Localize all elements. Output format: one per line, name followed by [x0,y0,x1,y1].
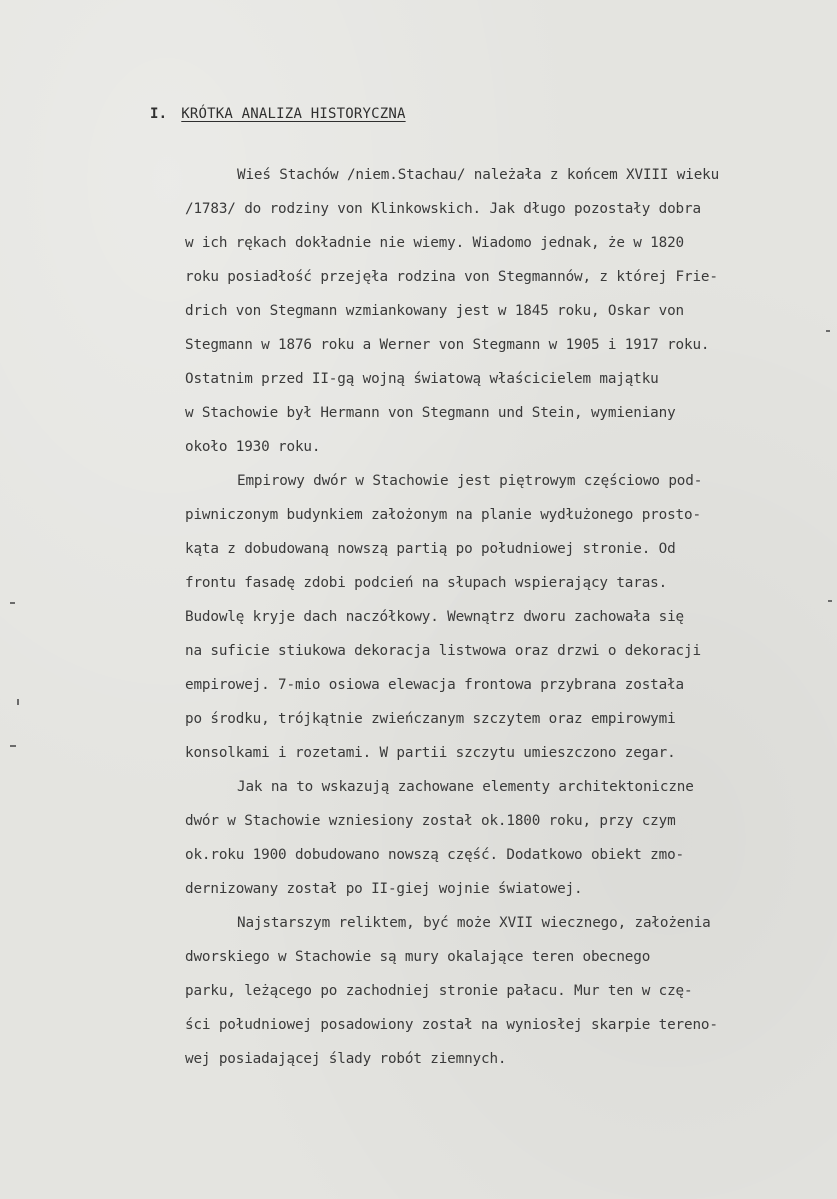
text-line: piwniczonym budynkiem założonym na planie wydłużonego prosto- [185,507,701,523]
text-line: konsolkami i rozetami. W partii szczytu umieszczono zegar. [185,745,676,761]
text-line: w Stachowie był Hermann von Stegmann und Stein, wymieniany [185,405,676,421]
text-line: parku, leżącego po zachodniej stronie pałacu. Mur ten w czę- [185,983,693,999]
text-line: Jak na to wskazują zachowane elementy architektoniczne [237,779,694,795]
text-line: frontu fasadę zdobi podcień na słupach wspierający taras. [185,575,668,591]
text-line: empirowej. 7-mio osiowa elewacja frontowa przybrana została [185,677,684,693]
text-line: na suficie stiukowa dekoracja listwowa oraz drzwi o dekoracji [185,643,701,659]
text-line: Stegmann w 1876 roku a Werner von Stegmann w 1905 i 1917 roku. [185,337,710,353]
text-line: /1783/ do rodziny von Klinkowskich. Jak długo pozostały dobra [185,201,701,217]
text-line: kąta z dobudowaną nowszą partią po południowej stronie. Od [185,541,676,557]
text-line: roku posiadłość przejęła rodzina von Stegmannów, z której Frie- [185,269,718,285]
margin-mark [17,699,19,705]
text-line: w ich rękach dokładnie nie wiemy. Wiadomo jednak, że w 1820 [185,235,684,251]
text-line: drich von Stegmann wzmiankowany jest w 1845 roku, Oskar von [185,303,684,319]
text-line: Ostatnim przed II-gą wojną światową właścicielem majątku [185,371,659,387]
section-heading [150,106,406,122]
text-line: Empirowy dwór w Stachowie jest piętrowym częściowo pod- [237,473,703,489]
text-line: ok.roku 1900 dobudowano nowszą część. Dodatkowo obiekt zmo- [185,847,684,863]
margin-mark [828,600,832,602]
text-line: dworskiego w Stachowie są mury okalające teren obecnego [185,949,651,965]
text-line: Wieś Stachów /niem.Stachau/ należała z końcem XVIII wieku [237,167,720,183]
text-line: po środku, trójkątnie zwieńczanym szczytem oraz empirowymi [185,711,676,727]
margin-mark [826,330,830,332]
section-number: I. [150,106,168,122]
text-line: wej posiadającej ślady robót ziemnych. [185,1051,507,1067]
margin-mark [10,602,15,604]
text-line: Najstarszym reliktem, być może XVII wiecznego, założenia [237,915,711,931]
body-text [185,158,825,1076]
text-line: dernizowany został po II-giej wojnie światowej. [185,881,583,897]
text-line: Budowlę kryje dach naczółkowy. Wewnątrz dworu zachowała się [185,609,684,625]
text-line: ści południowej posadowiony został na wyniosłej skarpie tereno- [185,1017,718,1033]
text-line: około 1930 roku. [185,439,321,455]
section-title: KRÓTKA ANALIZA HISTORYCZNA [181,106,406,122]
margin-mark [10,745,16,747]
text-line: dwór w Stachowie wzniesiony został ok.1800 roku, przy czym [185,813,676,829]
